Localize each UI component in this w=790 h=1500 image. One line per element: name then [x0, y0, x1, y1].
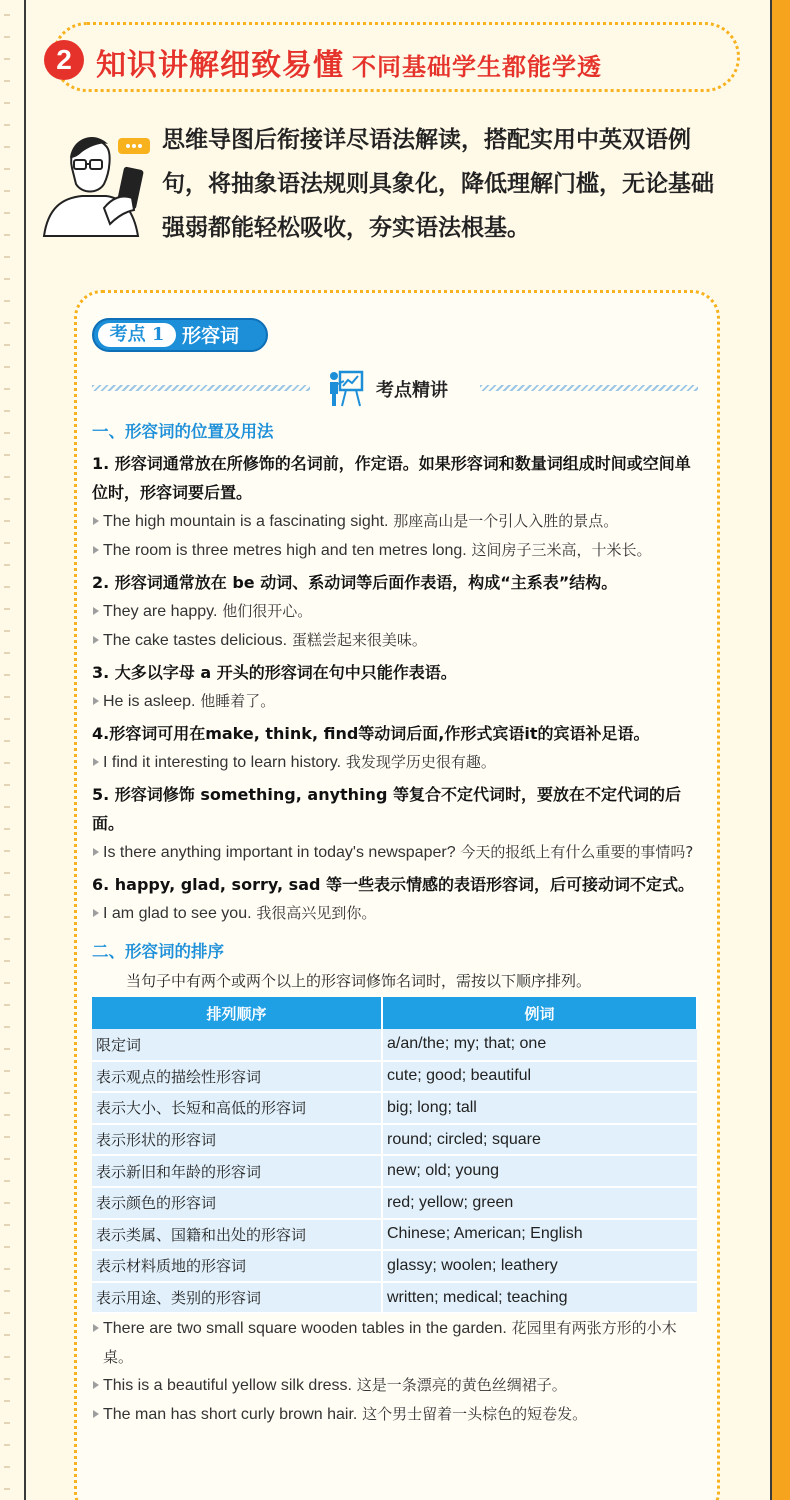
- order-category-cell: 表示形状的形容词: [92, 1124, 382, 1156]
- section-badge-prefix: 考点 1: [98, 323, 176, 347]
- subheading-row: [92, 368, 698, 408]
- order-category-cell: 表示类属、国籍和出处的形容词: [92, 1219, 382, 1251]
- header-title: [96, 40, 602, 84]
- rule-block: [92, 719, 704, 777]
- example-en: The cake tastes delicious.: [103, 632, 288, 649]
- table-body: [92, 1029, 697, 1313]
- example-en: This is a beautiful yellow silk dress.: [103, 1377, 352, 1395]
- table-header-row: [92, 997, 697, 1029]
- example-zh: 我很高兴见到你。: [256, 904, 377, 922]
- example-en: They are happy.: [103, 603, 218, 620]
- table-row: [92, 1155, 697, 1187]
- example-en: Is there anything important in today's newspaper?: [103, 844, 456, 861]
- rule-block: [92, 568, 704, 655]
- example-sentence: [92, 507, 704, 536]
- section-number-badge: 2: [44, 40, 84, 80]
- example-words-cell: big; long; tall: [382, 1092, 697, 1124]
- subheading-label: 考点精讲: [376, 380, 448, 401]
- example-sentence: [92, 626, 704, 655]
- table-row: [92, 1250, 697, 1282]
- adjective-order-table: [92, 997, 698, 1314]
- example-words-cell: red; yellow; green: [382, 1187, 697, 1219]
- example-zh: 他们很开心。: [222, 602, 313, 620]
- example-zh: 这个男士留着一头棕色的短卷发。: [362, 1405, 588, 1424]
- rule-block: [92, 780, 704, 867]
- rule-block: [92, 870, 704, 928]
- order-category-cell: 限定词: [92, 1029, 382, 1061]
- example-words-cell: cute; good; beautiful: [382, 1061, 697, 1093]
- subheading-rule-left: [92, 385, 310, 391]
- example-sentence: [92, 687, 704, 716]
- order-category-cell: 表示新旧和年龄的形容词: [92, 1155, 382, 1187]
- order-category-cell: 表示大小、长短和高低的形容词: [92, 1092, 382, 1124]
- example-zh: 花园里有两张方形的小木桌。: [103, 1319, 677, 1367]
- part2-heading: 二、形容词的排序: [92, 942, 224, 961]
- table-row: [92, 1029, 697, 1061]
- header-subtitle: 不同基础学生都能学透: [352, 53, 602, 81]
- example-en: The man has short curly brown hair.: [103, 1406, 358, 1424]
- example-zh: 这间房子三米高，十米长。: [471, 541, 652, 559]
- rule-text: 4.形容词可用在make, think, find等动词后面,作形式宾语it的宾语补足语。: [92, 724, 650, 743]
- order-category-cell: 表示用途、类别的形容词: [92, 1282, 382, 1314]
- section-badge-name: 形容词: [182, 325, 240, 347]
- man-with-phone-illustration: [42, 128, 160, 238]
- order-category-cell: 表示材料质地的形容词: [92, 1250, 382, 1282]
- grammar-content: [92, 418, 704, 1429]
- rule-text: 1. 形容词通常放在所修饰的名词前，作定语。如果形容词和数量词组成时间或空间单位时，形容词要后置。: [92, 454, 691, 502]
- table-row: [92, 1282, 697, 1314]
- example-sentence: [92, 536, 704, 565]
- rule-block: [92, 658, 704, 716]
- example-sentence: [92, 597, 704, 626]
- example-sentence: [92, 838, 704, 867]
- margin-dashes: [0, 0, 24, 1500]
- order-category-cell: 表示颜色的形容词: [92, 1187, 382, 1219]
- header-title-main: 知识讲解细致易懂: [96, 48, 344, 83]
- teacher-board-icon: [324, 368, 364, 408]
- section-badge: [92, 318, 268, 352]
- example-words-cell: Chinese; American; English: [382, 1219, 697, 1251]
- example-en: I find it interesting to learn history.: [103, 754, 342, 771]
- example-en: I am glad to see you.: [103, 905, 252, 922]
- example-words-cell: new; old; young: [382, 1155, 697, 1187]
- order-category-cell: 表示观点的描绘性形容词: [92, 1061, 382, 1093]
- example-words-cell: written; medical; teaching: [382, 1282, 697, 1314]
- left-border-line: [24, 0, 26, 1500]
- example-sentence: [92, 748, 704, 777]
- example-zh: 那座高山是一个引人入胜的景点。: [393, 512, 619, 530]
- rule-text: 5. 形容词修饰 something, anything 等复合不定代词时，要放在不定代词的后面。: [92, 785, 681, 833]
- example-sentence: [92, 899, 704, 928]
- example-zh: 今天的报纸上有什么重要的事情吗?: [460, 843, 694, 861]
- table-row: [92, 1124, 697, 1156]
- right-orange-strip: [772, 0, 790, 1500]
- subheading-rule-right: [480, 385, 698, 391]
- rule-text: 3. 大多以字母 a 开头的形容词在句中只能作表语。: [92, 663, 457, 682]
- example-zh: 我发现学历史很有趣。: [345, 753, 496, 771]
- column-header: 例词: [382, 997, 697, 1029]
- example-sentence: [92, 1371, 704, 1400]
- rule-text: 6. happy, glad, sorry, sad 等一些表示情感的表语形容词，后可接动词不定式。: [92, 875, 695, 894]
- example-sentence: [92, 1400, 704, 1429]
- intro-paragraph: 思维导图后衔接详尽语法解读，搭配实用中英双语例句，将抽象语法规则具象化，降低理解门槛，无论基础强弱都能轻松吸收，夯实语法根基。: [162, 127, 714, 241]
- column-header: 排列顺序: [92, 997, 382, 1029]
- table-row: [92, 1187, 697, 1219]
- example-words-cell: glassy; woolen; leathery: [382, 1250, 697, 1282]
- part2-intro: 当句子中有两个或两个以上的形容词修饰名词时，需按以下顺序排列。: [126, 972, 592, 990]
- rule-text: 2. 形容词通常放在 be 动词、系动词等后面作表语，构成“主系表”结构。: [92, 573, 618, 592]
- example-en: The high mountain is a fascinating sight.: [103, 513, 389, 530]
- example-en: He is asleep.: [103, 693, 196, 710]
- example-en: The room is three metres high and ten metres long.: [103, 542, 467, 559]
- example-en: There are two small square wooden tables in the garden.: [103, 1320, 507, 1338]
- example-zh: 他睡着了。: [200, 692, 276, 710]
- table-row: [92, 1061, 697, 1093]
- example-words-cell: round; circled; square: [382, 1124, 697, 1156]
- example-zh: 蛋糕尝起来很美味。: [291, 631, 427, 649]
- table-row: [92, 1219, 697, 1251]
- part1-heading: 一、形容词的位置及用法: [92, 422, 274, 441]
- example-words-cell: a/an/the; my; that; one: [382, 1029, 697, 1061]
- table-row: [92, 1092, 697, 1124]
- example-zh: 这是一条漂亮的黄色丝绸裙子。: [356, 1376, 567, 1395]
- example-sentence: [92, 1314, 704, 1371]
- rule-block: [92, 449, 704, 565]
- part2-examples: [92, 1314, 704, 1429]
